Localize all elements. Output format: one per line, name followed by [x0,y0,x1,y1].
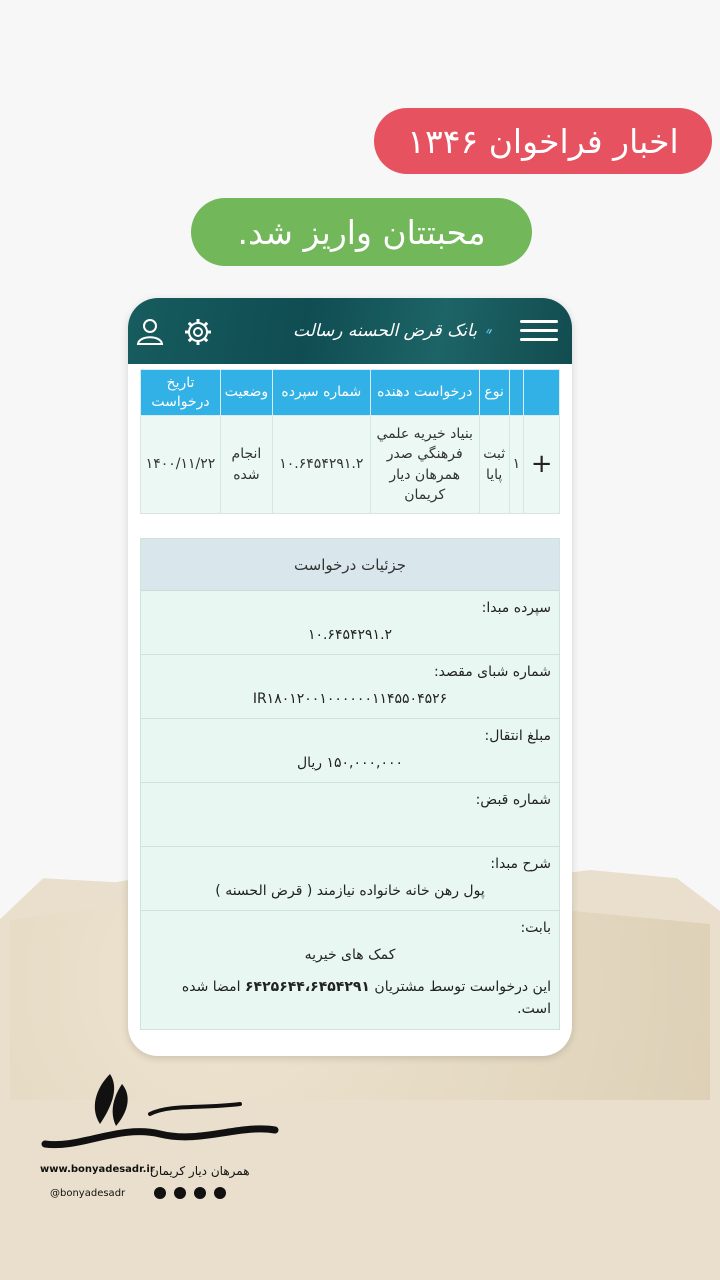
detail-label: شماره شبای مقصد: [433,664,551,680]
detail-value: ۱۰.۶۴۵۴۲۹۱.۲ [307,627,393,643]
aparat-icon [174,1187,186,1199]
request-details-panel [140,538,560,1030]
date-cell: ۱۴۰۰/۱۱/۲۲ [141,416,221,514]
header-date: تاریخ درخواست [141,370,221,416]
instagram-icon [194,1187,206,1199]
telegram-icon [154,1187,166,1199]
gear-icon[interactable] [184,318,212,346]
bank-screenshot-card [128,298,572,1056]
app-bar [128,298,572,364]
brand-subtitle: همرهان دیار کریمان [150,1164,250,1178]
bank-logo [293,314,493,348]
eitaa-icon [214,1187,226,1199]
detail-value: کمک های خیریه [304,947,396,963]
header-deposit: شماره سپرده [272,370,370,416]
deposited-message: محبتتان واریز شد. [237,212,486,252]
detail-label: شماره قبض: [475,792,551,808]
foundation-logo-icon [40,1064,280,1164]
foundation-brand [40,1064,280,1214]
header-status: وضعیت [220,370,272,416]
table-header-row [141,370,560,416]
request-table [140,369,560,514]
bank-logo-icon [485,314,493,348]
note-customers: ۶۴۲۵۶۴۴،۶۴۵۴۲۹۱ [245,979,370,995]
detail-value: ۱۵۰,۰۰۰,۰۰۰ ریال [296,755,404,771]
header-type: نوع [479,370,509,416]
deposited-pill [191,198,532,266]
user-icon[interactable] [136,317,164,345]
details-title: جزئیات درخواست [141,539,559,591]
header-index [509,370,524,416]
brand-handle: @bonyadesadr [50,1188,126,1199]
detail-destination-iban [141,655,559,719]
detail-purpose [141,911,559,1031]
deposit-cell: ۱۰.۶۴۵۴۲۹۱.۲ [272,416,370,514]
table-row[interactable] [141,416,560,514]
detail-label: شرح مبدا: [490,856,551,872]
header-expand [524,370,560,416]
detail-bill-number [141,783,559,847]
menu-icon[interactable] [520,320,558,342]
detail-transfer-amount [141,719,559,783]
requester-cell: بنیاد خیریه علمي فرهنگي صدر همرهان دیار کریمان [370,416,479,514]
note-prefix: این درخواست توسط مشتریان [374,979,551,995]
detail-value: پول رهن خانه خانواده نیازمند ( قرض الحسنه ) [215,883,485,899]
news-title: اخبار فراخوان ۱۳۴۶ [407,121,679,161]
detail-label: سپرده مبدا: [481,600,551,616]
index-cell: ۱ [509,416,524,514]
detail-value: IR۱۸۰۱۲۰۰۱۰۰۰۰۰۰۱۱۴۵۵۰۴۵۲۶ [252,691,448,707]
header-requester: درخواست دهنده [370,370,479,416]
detail-value [149,812,551,842]
plus-icon[interactable]: + [530,448,553,479]
detail-label: بابت: [520,920,551,936]
expand-cell[interactable] [524,416,560,514]
detail-source-deposit [141,591,559,655]
bank-logo-text: بانک قرض الحسنه رسالت [293,321,477,341]
detail-source-description [141,847,559,911]
note-suffix: امضا شده است. [181,979,551,1017]
type-cell: ثبت پایا [479,416,509,514]
signature-note [149,976,551,1020]
detail-label: مبلغ انتقال: [484,728,551,744]
brand-website: www.bonyadesadr.ir [40,1164,155,1175]
status-cell: انجام شده [220,416,272,514]
news-title-pill [374,108,712,174]
social-icons [154,1187,226,1199]
